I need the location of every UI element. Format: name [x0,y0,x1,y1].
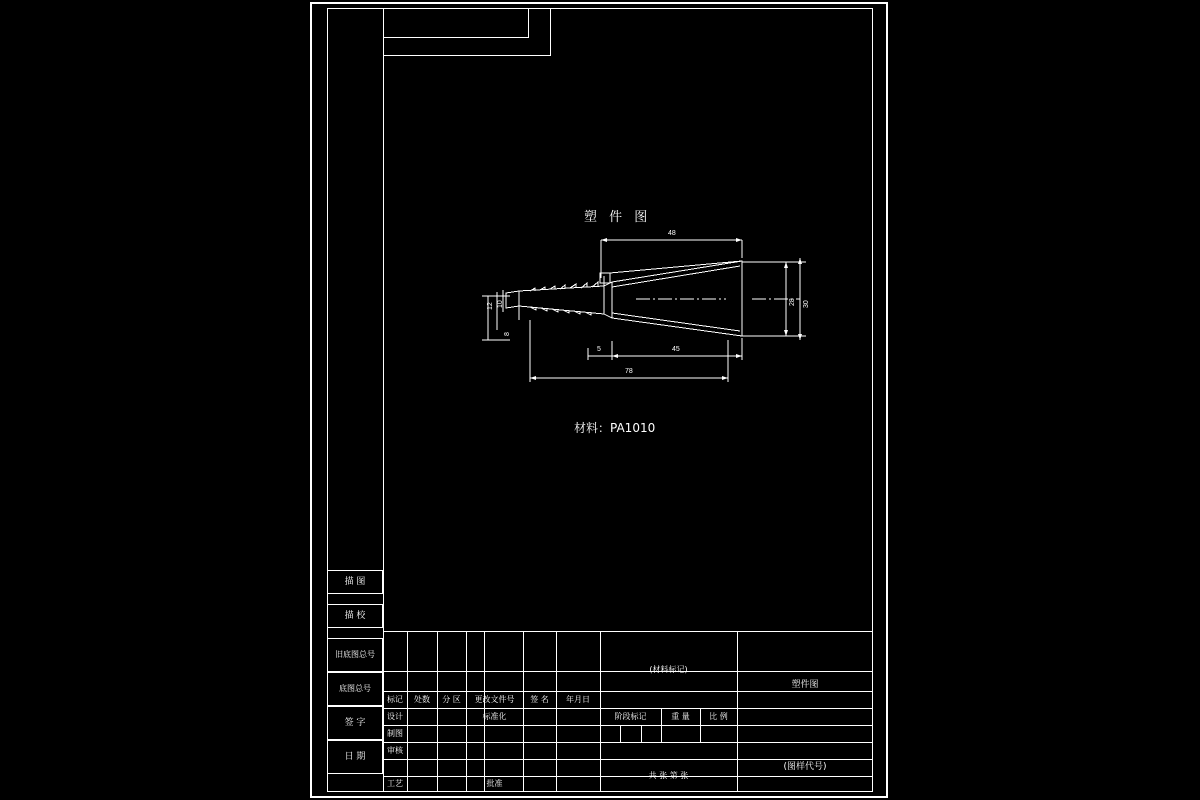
left-stub-label-1: 描 校 [344,611,366,621]
dimension-48: 48 [668,230,676,237]
left-stub-label-0: 描 图 [344,577,366,587]
left-stub-label-4: 签 字 [344,718,366,728]
tb-material-mark: (材料标记) [649,664,688,674]
tb-role-1: 制图 [387,728,403,738]
material-note: 材料：PA1010 [574,421,656,435]
tb-rev-header-4: 签 名 [530,694,549,704]
tb-weight: 重 量 [671,711,690,721]
left-stub-label-3: 底图总号 [339,684,371,693]
dimension-12: 12 [487,302,494,310]
dimension-45: 45 [672,346,680,353]
tb-vrule-5 [523,631,524,792]
tb-role-3: 工艺 [387,779,403,788]
tb-rev-header-2: 分 区 [442,694,461,704]
dimension-78: 78 [625,368,633,375]
part-drawing-title: 塑 件 图 [584,210,652,225]
tb-scale: 比 例 [709,711,728,721]
tb-rev-header-1: 处数 [414,694,430,704]
tb-vrule-2 [437,631,438,792]
left-stub-label-2: 旧底图总号 [335,650,375,659]
dimension-30: 30 [803,300,810,308]
dimension-10: 10 [497,300,504,308]
tb-role-0: 设计 [387,711,403,721]
tb-vrule-12 [641,725,642,742]
dimension-5: 5 [597,346,601,353]
tb-rev-header-0: 标记 [387,694,403,704]
tb-rev-header-3: 更改文件号 [474,694,515,704]
left-stub-label-5: 日 期 [344,752,366,762]
tb-sheet-line: 共 张 第 张 [648,770,689,780]
tb-vrule-11 [620,725,621,742]
tb-approve-label: 批准 [486,779,503,788]
dimension-28: 28 [789,298,796,306]
tb-stage-mark: 阶段标记 [614,711,647,721]
tb-vrule-6 [556,631,557,792]
tb-drawing-code: (图样代号) [783,762,827,772]
tb-role-2: 审核 [387,745,403,755]
tb-part-name: 塑件图 [791,680,819,690]
tb-vrule-1 [407,631,408,792]
tb-standard-label: 标准化 [482,711,507,721]
tb-rev-header-5: 年月日 [566,694,590,704]
dimension-8: 8 [504,332,511,336]
